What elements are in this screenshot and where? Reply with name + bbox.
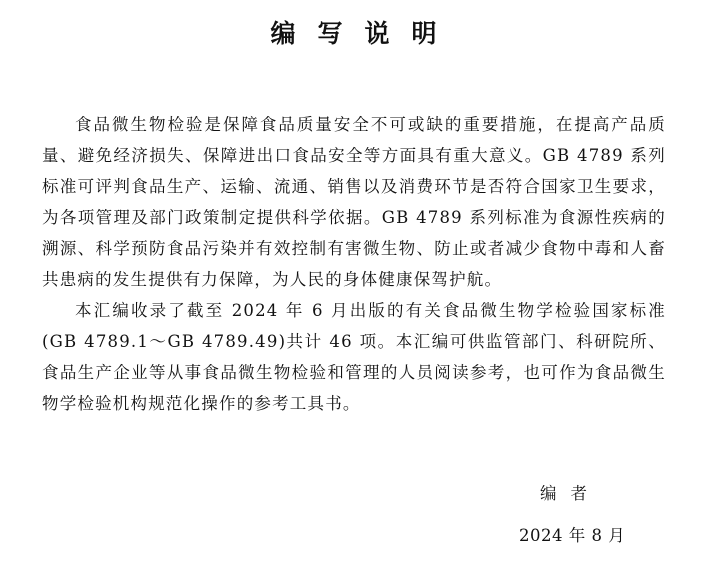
paragraph-intro: 食品微生物检验是保障食品质量安全不可或缺的重要措施，在提高产品质量、避免经济损失、保障进出口食品安全等方面具有重大意义。GB 4789 系列标准可评判食品生产、运输、流通、销售以及消费环节是否符合国家卫生要求，为各项管理及部门政策制定提供科学依据。GB 4789 系列标准为食源性疾病的溯源、科学预防食品污染并有效控制有害微生物、防止或者减少食物中毒和人畜共患病的发生提供有力保障，为人民的身体健康保驾护航。 — [42, 115, 666, 289]
signature: 编者 — [540, 484, 601, 503]
date: 2024 年 8 月 — [519, 526, 626, 545]
body-text — [42, 109, 666, 419]
paragraph-compilation: 本汇编收录了截至 2024 年 6 月出版的有关食品微生物学检验国家标准(GB 4789.1～GB 4789.49)共计 46 项。本汇编可供监管部门、科研院所、食品生产企业等从事食品微生物检验和管理的人员阅读参考，也可作为食品微生物学检验机构规范化操作的参考工具书。 — [42, 301, 666, 413]
page-title: 编写说明 — [270, 19, 459, 48]
